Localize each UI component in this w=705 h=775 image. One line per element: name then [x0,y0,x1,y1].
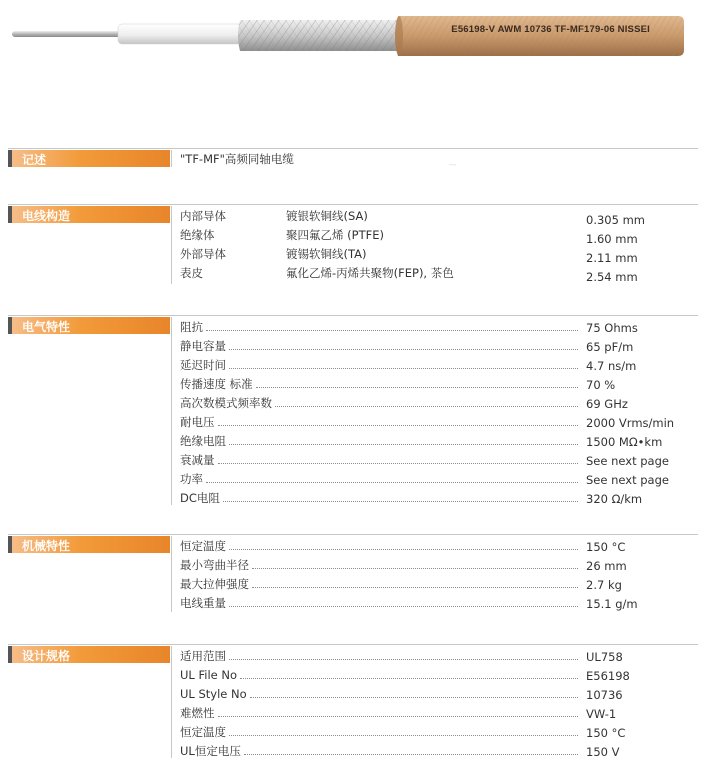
dot-leader [218,424,579,426]
section-header [8,150,170,167]
property-value: 10736 [586,688,623,702]
property-value: 2000 Vrms/min [586,416,675,430]
property-label: 功率 [180,472,203,486]
section-divider [171,206,172,284]
insulation-shape [118,24,248,44]
property-value: VW-1 [586,707,617,721]
electrical-row [180,470,580,486]
dot-leader [218,715,579,717]
property-value: See next page [586,473,669,487]
section-divider [171,536,172,612]
electrical-row [180,337,580,353]
design-row [180,666,580,682]
construction-value: 0.305 mm [586,213,645,227]
dot-leader [252,586,578,588]
mechanical-row [180,537,580,553]
dot-leader [229,658,578,660]
property-label: 恒定温度 [180,725,226,739]
dot-leader [229,734,578,736]
property-value: UL758 [586,650,623,664]
section-top-rule [8,534,698,535]
coax-cable-image [0,0,705,75]
construction-value: 2.11 mm [586,251,638,265]
construction-detail: 镀银软铜线(SA) [286,209,368,223]
property-label: 最小弯曲半径 [180,558,249,572]
cable-illustration [0,0,705,75]
dot-leader [250,696,578,698]
property-label: 电线重量 [180,596,226,610]
section-header [8,646,170,663]
property-label: 适用范围 [180,649,226,663]
construction-detail: 氟化乙烯-丙烯共聚物(FEP), 茶色 [286,266,454,280]
property-value: 69 GHz [586,397,628,411]
property-label: 高次数模式频率数 [180,396,272,410]
construction-value: 1.60 mm [586,232,638,246]
property-label: 恒定温度 [180,539,226,553]
property-label: 阻抗 [180,320,203,334]
section-title: 机械特性 [22,539,71,553]
property-value: 75 Ohms [586,321,638,335]
property-value: 150 V [586,745,620,759]
property-label: DC电阻 [180,491,220,505]
section-header [8,206,170,223]
construction-detail: 镀锡软铜线(TA) [286,247,367,261]
property-label: 难燃性 [180,706,215,720]
section-title: 记述 [22,153,47,167]
header-tab-marker [8,150,12,167]
property-value: 65 pF/m [586,340,634,354]
dot-leader [229,605,578,607]
dot-leader [252,567,578,569]
header-tab-marker [8,317,12,334]
section-header [8,536,170,553]
electrical-row [180,413,580,429]
inner-conductor-shape [12,31,122,37]
property-value: 150 °C [586,540,626,554]
section-divider [171,646,172,758]
dot-leader [275,405,578,407]
mechanical-row [180,575,580,591]
section-title: 设计规格 [22,649,71,663]
property-value: 26 mm [586,559,627,573]
property-value: E56198 [586,669,630,683]
dot-leader [244,753,578,755]
design-row [180,723,580,739]
mechanical-row [180,556,580,572]
section-top-rule [8,644,698,645]
property-label: 衰减量 [180,453,215,467]
property-value: 4.7 ns/m [586,359,637,373]
dot-leader [223,500,578,502]
cable-marking-text: E56198-V AWM 10736 TF-MF179-06 NISSEI [451,24,650,35]
property-label: 延迟时间 [180,358,226,372]
section-divider [171,317,172,505]
section-top-rule [8,204,698,205]
electrical-row [180,432,580,448]
property-label: 绝缘电阻 [180,434,226,448]
header-tab-marker [8,536,12,553]
construction-label: 绝缘体 [180,228,215,242]
property-label: 耐电压 [180,415,215,429]
property-label: UL Style No [180,687,247,701]
property-value: 1500 MΩ•km [586,435,663,449]
property-value: 15.1 g/m [586,597,638,611]
construction-detail: 聚四氟乙烯 (PTFE) [286,228,384,242]
electrical-row [180,356,580,372]
design-row [180,647,580,663]
dot-leader [240,677,578,679]
property-label: 静电容量 [180,339,226,353]
electrical-row [180,375,580,391]
electrical-row [180,318,580,334]
mechanical-row [180,594,580,610]
dot-leader [256,386,578,388]
electrical-row [180,394,580,410]
design-row [180,742,580,758]
property-value: 70 % [586,378,616,392]
property-value: See next page [586,454,669,468]
property-value: 150 °C [586,726,626,740]
section-top-rule [8,148,698,149]
property-label: UL恒定电压 [180,744,241,758]
section-title: 电气特性 [22,320,71,334]
dot-leader [229,348,578,350]
section-header [8,317,170,334]
construction-label: 表皮 [180,266,203,280]
dot-leader [206,329,578,331]
header-tab-marker [8,206,12,223]
electrical-row [180,489,580,505]
property-value: 2.7 kg [586,578,622,592]
property-value: 320 Ω/km [586,492,643,506]
property-label: 传播速度 标准 [180,377,253,391]
construction-label: 外部导体 [180,247,226,261]
construction-label: 内部导体 [180,209,226,223]
design-row [180,685,580,701]
description-text: "TF-MF"高频同轴电缆 [180,152,294,166]
section-divider [171,150,172,167]
section-title: 电线构造 [22,209,71,223]
bg-ghost-text: ~ [448,158,458,171]
header-tab-marker [8,646,12,663]
electrical-row [180,451,580,467]
property-label: 最大拉伸强度 [180,577,249,591]
property-label: UL File No [180,668,238,682]
section-top-rule [8,315,698,316]
dot-leader [218,462,579,464]
dot-leader [206,481,578,483]
dot-leader [229,548,578,550]
design-row [180,704,580,720]
dot-leader [229,367,578,369]
construction-value: 2.54 mm [586,270,638,284]
dot-leader [229,443,578,445]
